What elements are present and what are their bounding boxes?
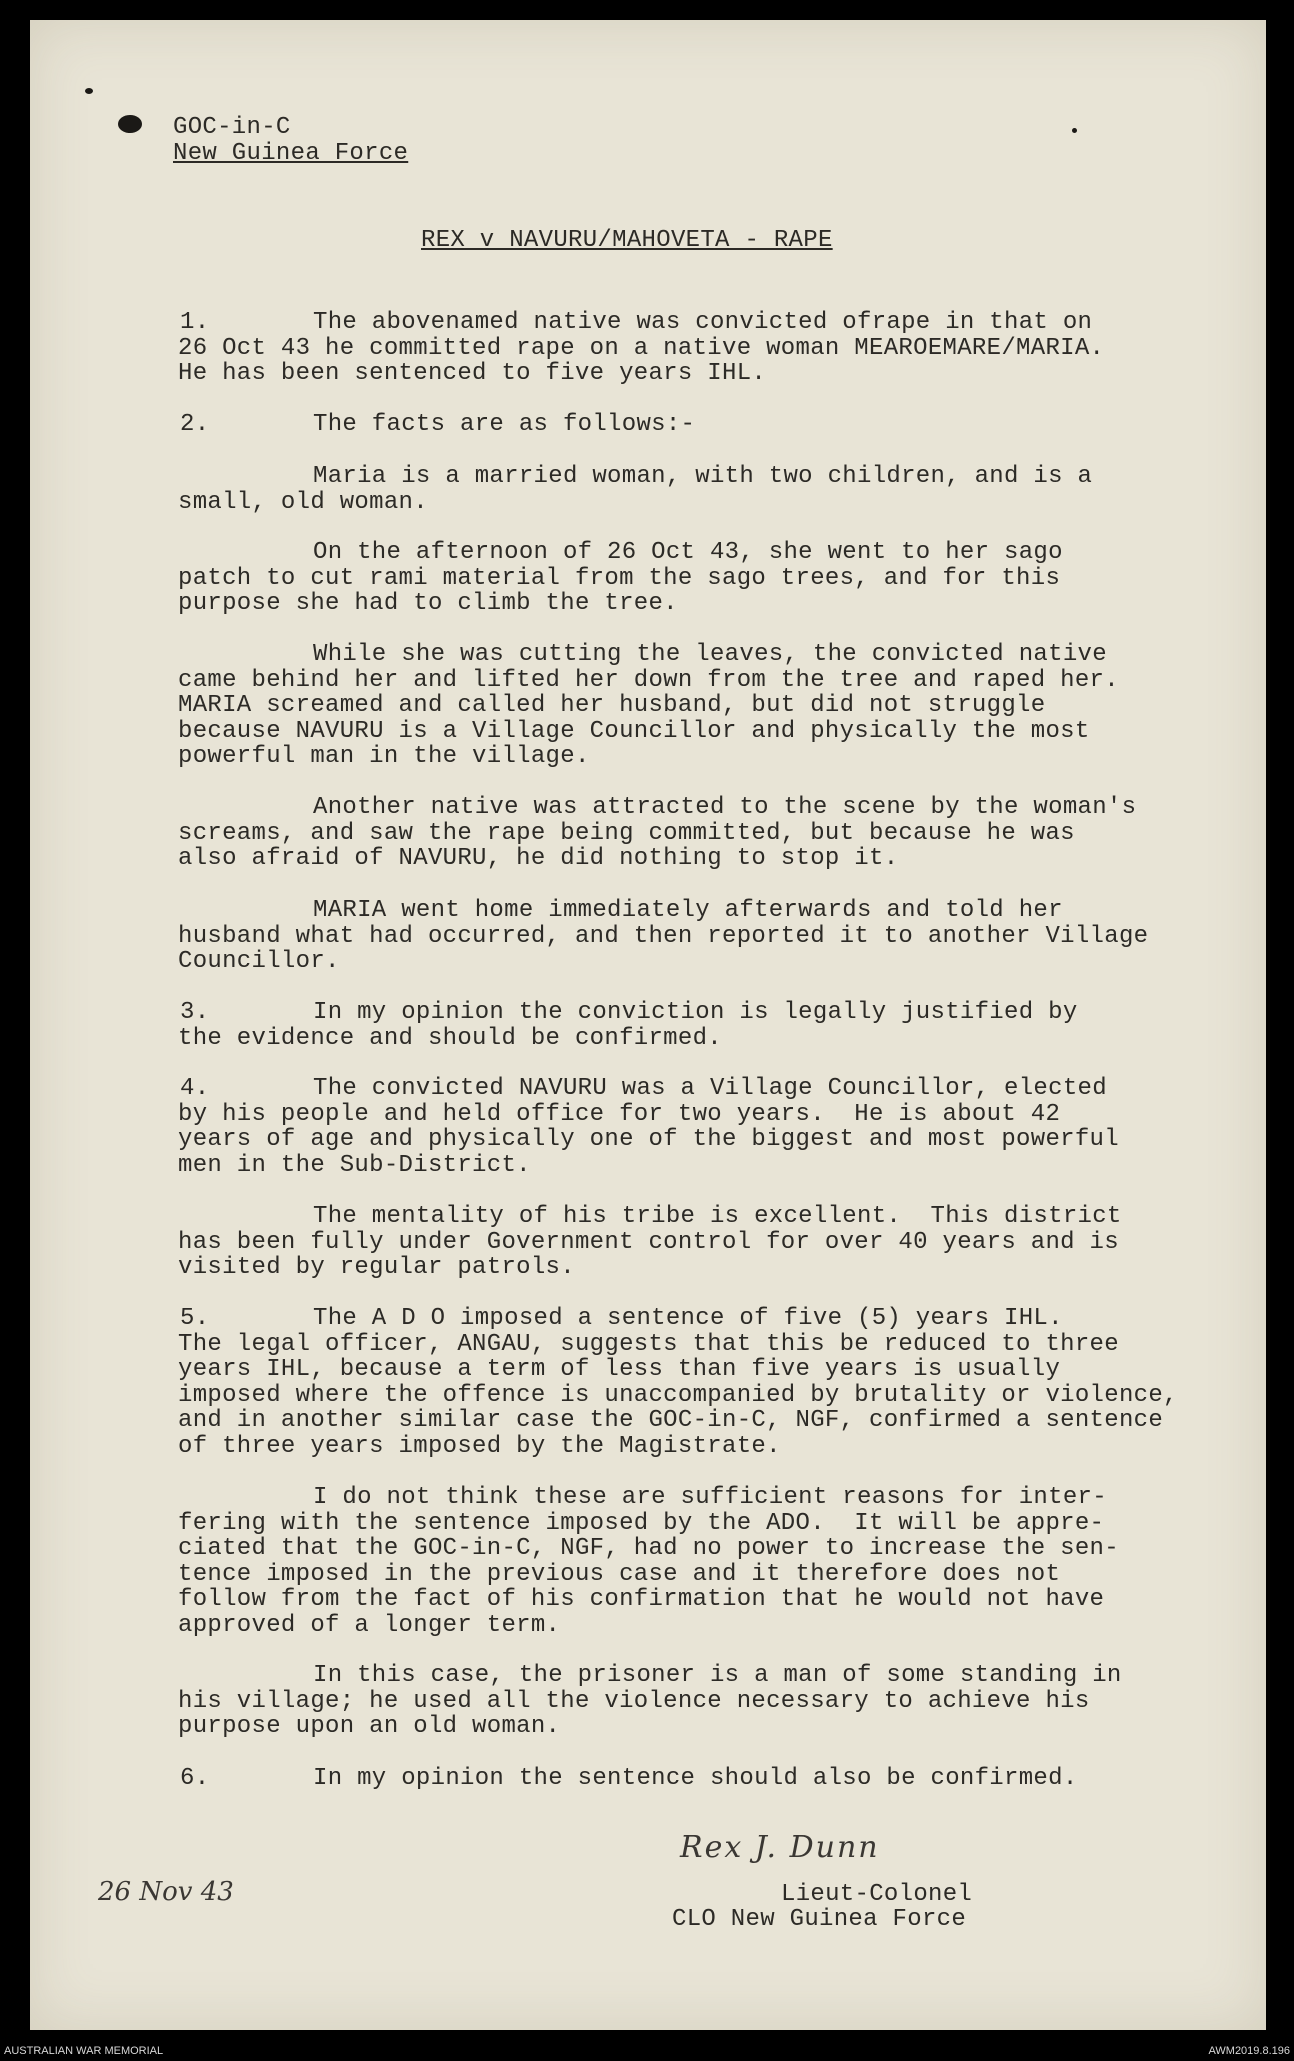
paragraph-line: While she was cutting the leaves, the convicted native [313, 641, 1107, 668]
paragraph-line: He has been sentenced to five years IHL. [178, 360, 767, 387]
paragraph-line: purpose upon an old woman. [178, 1713, 561, 1740]
paragraph-number: 5. [180, 1305, 210, 1332]
paragraph-line: Another native was attracted to the scene by the woman's [313, 794, 1137, 821]
ink-blot [118, 115, 142, 133]
addressee-line: GOC-in-C [173, 114, 291, 141]
paragraph-line: has been fully under Government control for over 40 years and is [178, 1228, 1119, 1256]
paragraph-line: The A D O imposed a sentence of five (5) years IHL. [313, 1305, 1063, 1332]
paragraph-line: MARIA went home immediately afterwards and told her [313, 897, 1063, 924]
paragraph-line: On the afternoon of 26 Oct 43, she went to her sago [313, 539, 1063, 566]
paragraph-number: 4. [180, 1075, 210, 1102]
addressee-unit: New Guinea Force [173, 139, 409, 167]
signature-rank: Lieut-Colonel [781, 1881, 973, 1908]
footer-left: AUSTRALIAN WAR MEMORIAL [4, 2045, 164, 2057]
paragraph-line: because NAVURU is a Village Councillor and physically the most [178, 717, 1090, 745]
paragraph-line: husband what had occurred, and then reported it to another Village [178, 922, 1149, 950]
paragraph-line: fering with the sentence imposed by the ADO. It will be appre- [178, 1509, 1105, 1537]
signature-role: CLO New Guinea Force [672, 1906, 967, 1933]
paragraph-line: In my opinion the sentence should also be confirmed. [313, 1765, 1078, 1792]
paragraph-line: and in another similar case the GOC-in-C, NGF, confirmed a sentence [178, 1407, 1164, 1434]
paragraph-line: Maria is a married woman, with two children, and is a [313, 463, 1093, 490]
paragraph-line: The convicted NAVURU was a Village Councillor, elected [313, 1075, 1107, 1102]
paragraph-line: The legal officer, ANGAU, suggests that this be reduced to three [178, 1330, 1119, 1358]
paragraph-line: The abovenamed native was convicted ofrape in that on [313, 309, 1093, 336]
paragraph-line: follow from the fact of his confirmation that he would not have [178, 1586, 1105, 1613]
paragraph-line: 26 Oct 43 he committed rape on a native woman MEAROEMARE/MARIA. [178, 334, 1105, 362]
paragraph-line: his village; he used all the violence necessary to achieve his [178, 1687, 1090, 1715]
page-title: REX v NAVURU/MAHOVETA - RAPE [421, 227, 833, 254]
handwritten-date: 26 Nov 43 [98, 1877, 234, 1907]
addressee-block [173, 115, 408, 166]
paragraph-line: powerful man in the village. [178, 743, 590, 770]
paragraph-line: In this case, the prisoner is a man of some standing in [313, 1662, 1122, 1689]
footer-right: AWM2019.8.196 [1208, 2045, 1290, 2057]
paragraph-line: patch to cut rami material from the sago trees, and for this [178, 564, 1061, 592]
paragraph-line: imposed where the offence is unaccompanied by brutality or violence, [178, 1381, 1178, 1409]
paragraph-line: men in the Sub-District. [178, 1151, 531, 1179]
paragraph-line: Councillor. [178, 948, 340, 975]
paragraph-line: MARIA screamed and called her husband, but did not struggle [178, 692, 1046, 719]
paragraph-line: small, old woman. [178, 488, 428, 516]
paragraph-line: tence imposed in the previous case and it therefore does not [178, 1560, 1061, 1588]
ink-speck [1072, 128, 1077, 133]
paragraph-line: visited by regular patrols. [178, 1254, 575, 1281]
paragraph-line: The facts are as follows:- [313, 411, 696, 438]
paragraph-line: also afraid of NAVURU, he did nothing to stop it. [178, 845, 899, 872]
paragraph-line: came behind her and lifted her down from the tree and raped her. [178, 666, 1119, 694]
paragraph-line: the evidence and should be confirmed. [178, 1024, 722, 1052]
paragraph-line: screams, and saw the rape being committed, but because he was [178, 819, 1075, 847]
paragraph-number: 1. [180, 309, 210, 336]
paragraph-line: approved of a longer term. [178, 1611, 561, 1639]
paragraph-line: of three years imposed by the Magistrate. [178, 1432, 781, 1460]
ink-speck [85, 88, 93, 94]
paragraph-line: In my opinion the conviction is legally justified by [313, 999, 1078, 1026]
paragraph-line: ciated that the GOC-in-C, NGF, had no power to increase the sen- [178, 1535, 1119, 1562]
paragraph-line: years of age and physically one of the biggest and most powerful [178, 1126, 1119, 1153]
paragraph-line: purpose she had to climb the tree. [178, 590, 678, 617]
paragraph-number: 3. [180, 999, 210, 1026]
paragraph-line: The mentality of his tribe is excellent. This district [313, 1203, 1122, 1230]
paragraph-line: years IHL, because a term of less than five years is usually [178, 1356, 1061, 1383]
paragraph-line: by his people and held office for two years. He is about 42 [178, 1100, 1061, 1128]
paragraph-line: I do not think these are sufficient reasons for inter- [313, 1484, 1107, 1511]
paragraph-number: 6. [180, 1765, 210, 1792]
signature: Rex J. Dunn [680, 1830, 880, 1865]
paragraph-number: 2. [180, 411, 210, 438]
